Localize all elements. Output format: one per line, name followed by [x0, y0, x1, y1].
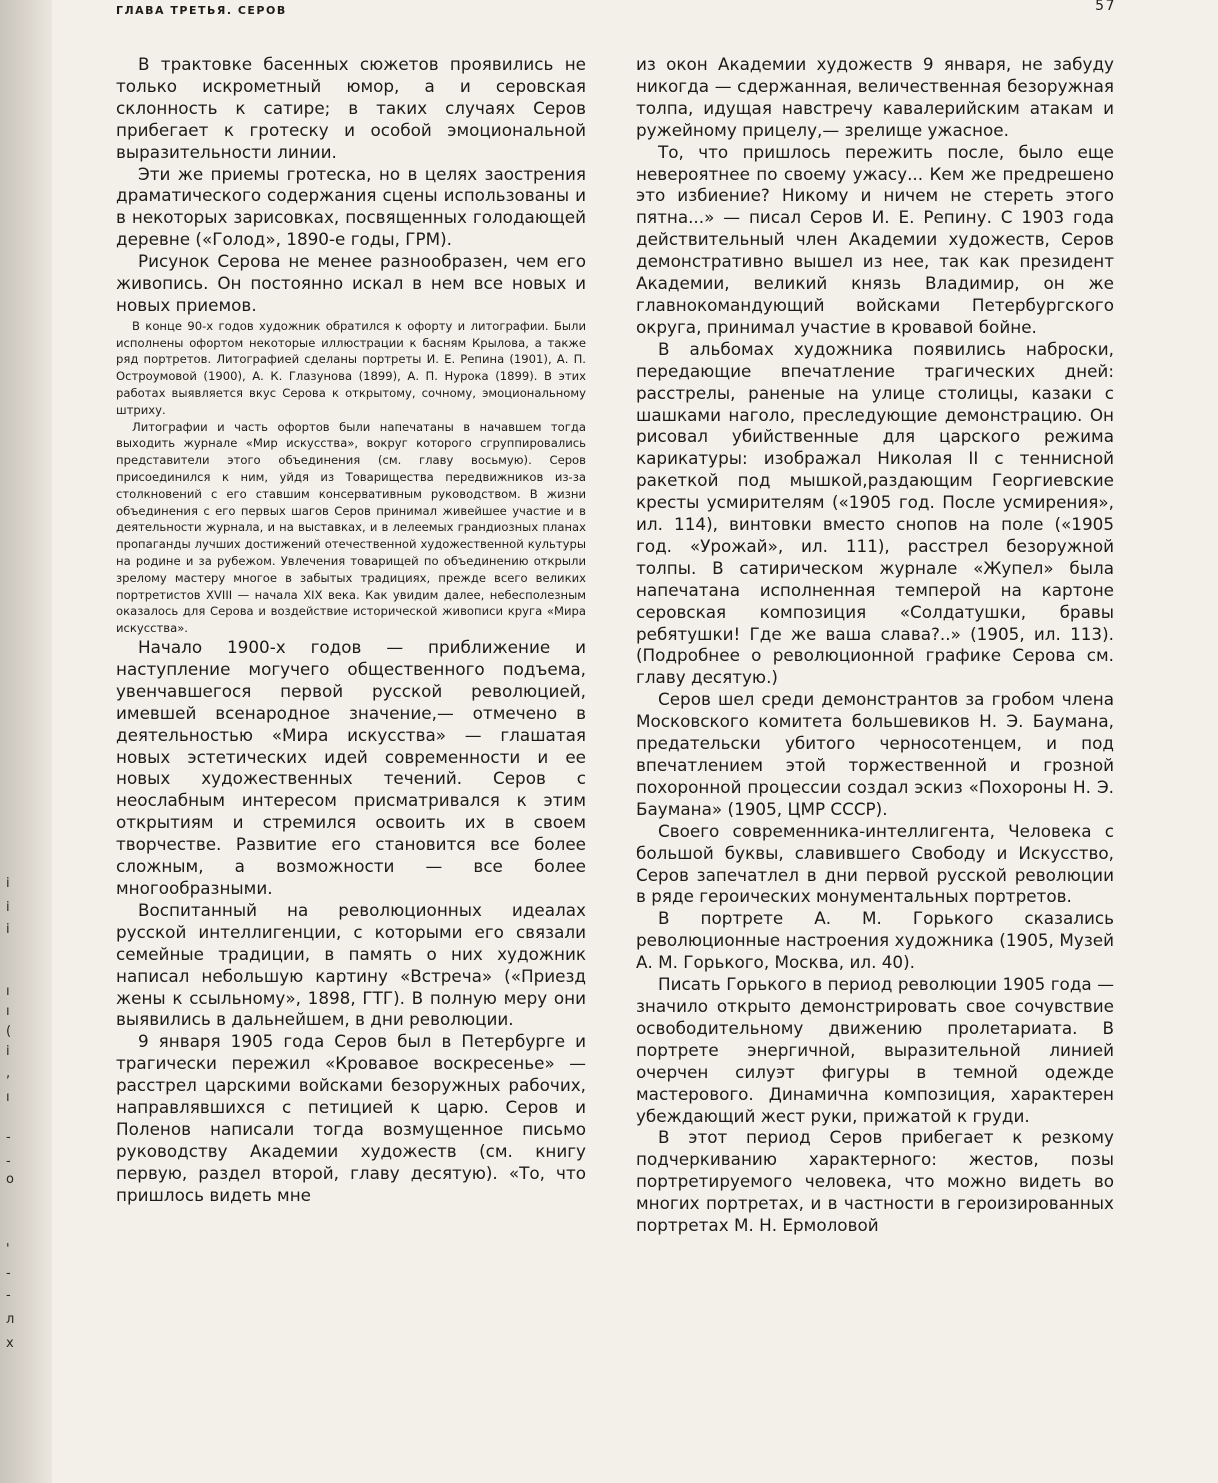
page-gutter-shadow [0, 0, 52, 1483]
paragraph: Рисунок Серова не менее разнообразен, чем его живопись. Он постоянно искал в нем все новых и новых приемов. [116, 251, 586, 315]
paragraph: В этот период Серов прибегает к резкому подчеркиванию характерного: жестов, позы портретируемого человека, что можно видеть во многих портретах, и в частности в героизированных портретах М. Н. Ермоловой [636, 1127, 1114, 1236]
small-print-paragraph: Литографии и часть офортов были напечатаны в начавшем тогда выходить журнале «Мир искусства», вокруг которого сгруппировались представители этого объединения (см. главу восьмую). Серов присоединился к ним, уйдя из Товарищества передвижников из-за столкновений с его ставшим консервативным руководством. В жизни объединения с его первых шагов Серов принимал живейшее участие и в деятельности журнала, и на выставках, и в лелеемых грандиозных планах пропаганды лучших достижений отечественной художественной культуры на родине и за рубежом. Увлечения товарищей по объединению открыли зрелому мастеру многое в забытых традициях, прежде всего великих портретистов XVIII — начала XIX века. Как увидим далее, небесполезным оказалось для Серова и воздействие исторической живописи круга «Мира искусства». [116, 419, 586, 636]
running-title: ГЛАВА ТРЕТЬЯ. СЕРОВ [116, 4, 287, 17]
paragraph: В трактовке басенных сюжетов проявились не только искрометный юмор, а и серовская склонность к сатире; в таких случаях Серов прибегает к гротеску и особой эмоциональной выразительности линии. [116, 54, 586, 162]
paragraph: Эти же приемы гротеска, но в целях заострения драматического содержания сцены использованы и в некоторых зарисовках, посвященных голодающей деревне («Голод», 1890-е годы, ГРМ). [116, 163, 586, 250]
gutter-mark: ı [6, 1090, 10, 1105]
gutter-mark: - [6, 1288, 11, 1303]
gutter-mark: л [6, 1312, 15, 1327]
gutter-mark: - [6, 1266, 11, 1281]
paragraph: из окон Академии художеств 9 января, не забуду никогда — сдержанная, величественная безоружная толпа, идущая навстречу кавалерийским атакам и ружейному прицелу,— зрелище ужасное. [636, 54, 1114, 140]
right-column [636, 54, 1114, 1237]
gutter-mark: , [6, 1066, 11, 1081]
paragraph: Серов шел среди демонстрантов за гробом члена Московского комитета большевиков Н. Э. Баумана, предательски убитого черносотенцем, и под впечатлением этой торжественной и грозной похоронной процессии создал эскиз «Похороны Н. Э. Баумана» (1905, ЦМР СССР). [636, 689, 1114, 819]
paragraph: В альбомах художника появились наброски, передающие впечатление трагических дней: расстрелы, раненые на улице столицы, казаки с шашками наголо, преследующие демонстрацию. Он рисовал убийственные для царского режима карикатуры: изображал Николая II с теннисной ракеткой под мышкой,раздающим Георгиевские кресты усмирителям («1905 год. После усмирения», ил. 114), винтовки вместо снопов на поле («1905 год. «Урожай», ил. 111), расстрел безоружной толпы. В сатирическом журнале «Жупел» была напечатана исполненная темперой на картоне серовская композиция «Солдатушки, бравы ребятушки! Где же ваша слава?..» (1905, ил. 113). (Подробнее о революционной графике Серова см. главу десятую.) [636, 338, 1114, 688]
paragraph: Писать Горького в период революции 1905 года — значило открыто демонстрировать свое сочувствие освободительному движению пролетариата. В портрете энергичной, выразительной линией очерчен силуэт фигуры в темной одежде мастерового. Динамична композиция, характерен убеждающий жест руки, прижатой к груди. [636, 974, 1114, 1126]
gutter-mark: о [6, 1172, 14, 1187]
paragraph: Своего современника-интеллигента, Человека с большой буквы, славившего Свободу и Искусство, Серов запечатлел в дни первой русской революции в ряде героических монументальных портретов. [636, 820, 1114, 907]
gutter-mark: і [6, 1044, 10, 1059]
gutter-mark: і [6, 900, 10, 915]
paragraph: То, что пришлось пережить после, было еще невероятнее по своему ужасу... Кем же предрешено это избиение? Никому и ничем не стереть этого пятна...» — писал Серов И. Е. Репину. С 1903 года действительный член Академии художеств, Серов демонстративно вышел из нее, так как президент Академии, великий князь Владимир, он же главнокомандующий войсками Петербургского округа, принимал участие в кровавой бойне. [636, 141, 1114, 337]
left-column [116, 54, 586, 1207]
paragraph: 9 января 1905 года Серов был в Петербурге и трагически пережил «Кровавое воскресенье» — расстрел царскими войсками безоружных рабочих, направлявшихся с петицией к царю. Серов и Поленов написали тогда возмущенное письмо руководству Академии художеств (см. книгу первую, раздел второй, главу десятую). «То, что пришлось видеть мне [116, 1031, 586, 1205]
gutter-mark: ı [6, 984, 10, 999]
paragraph: В портрете А. М. Горького сказались революционные настроения художника (1905, Музей А. М. Горького, Москва, ил. 40). [636, 908, 1114, 973]
gutter-mark: - [6, 1154, 11, 1169]
gutter-mark: ' [6, 1242, 10, 1257]
gutter-mark: х [6, 1336, 14, 1351]
gutter-mark: і [6, 876, 10, 891]
gutter-mark: ı [6, 1004, 10, 1019]
paragraph: Воспитанный на революционных идеалах русской интеллигенции, с которыми его связали семейные традиции, в память о них художник написал небольшую картину «Встреча» («Приезд жены к ссыльному», 1898, ГТГ). В полную меру они выявились в дальнейшем, в дни революции. [116, 899, 586, 1030]
small-print-paragraph: В конце 90-х годов художник обратился к офорту и литографии. Были исполнены офортом некоторые иллюстрации к басням Крылова, а также ряд портретов. Литографией сделаны портреты И. Е. Репина (1901), А. П. Остроумовой (1900), А. К. Глазунова (1899), А. П. Нурока (1899). В этих работах выявляется вкус Серова к открытому, сочному, эмоциональному штриху. [116, 318, 586, 417]
running-header [116, 2, 1116, 20]
gutter-mark: і [6, 922, 10, 937]
gutter-mark: ( [6, 1024, 12, 1039]
paragraph: Начало 1900-х годов — приближение и наступление могучего общественного подъема, увенчавшегося первой русской революцией, имевшей всенародное значение,— отмечено в деятельностью «Мира искусства» — глашатая новых эстетических идей современности и ее новых художественных течений. Серов с неослабным интересом присматривался к этим открытиям и стремился освоить их в своем творчестве. Развитие его становится все более сложным, а возможности — все более многообразными. [116, 637, 586, 898]
gutter-mark: - [6, 1130, 11, 1145]
page-number: 57 [1095, 0, 1116, 14]
